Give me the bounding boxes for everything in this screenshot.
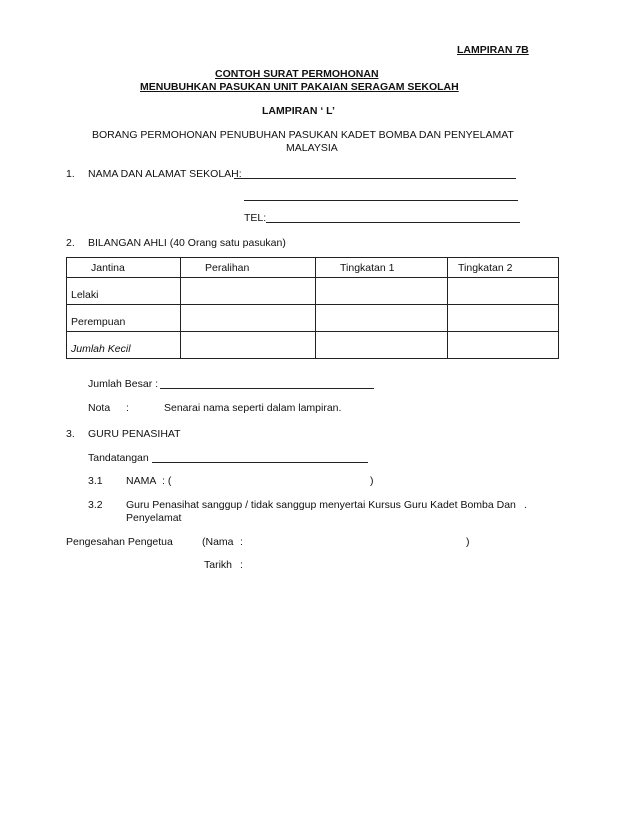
item-3-1-close: ) — [370, 475, 374, 487]
item-3-2-dot: . — [524, 499, 527, 511]
row-label-lelaki: Lelaki — [67, 278, 181, 305]
section-1-number: 1. — [66, 168, 75, 180]
tel-line — [266, 222, 520, 223]
table-row — [67, 278, 559, 305]
table-cell — [316, 305, 448, 332]
lampiran-7b-label: LAMPIRAN 7B — [457, 44, 529, 56]
form-title-line-2: MALAYSIA — [286, 142, 338, 154]
pengesahan-label: Pengesahan Pengetua — [66, 536, 173, 548]
jumlah-besar-line — [160, 388, 374, 389]
section-2-number: 2. — [66, 237, 75, 249]
table-cell — [181, 278, 316, 305]
nota-text: Senarai nama seperti dalam lampiran. — [164, 402, 342, 414]
tarikh-label: Tarikh — [204, 559, 233, 571]
table-header-cell: Peralihan — [181, 258, 316, 278]
school-address-line — [244, 200, 518, 201]
table-cell — [448, 278, 559, 305]
item-3-1-label: NAMA — [126, 475, 157, 487]
item-3-2-number: 3.2 — [88, 499, 103, 511]
jumlah-besar-label: Jumlah Besar : — [88, 378, 159, 390]
table-cell — [316, 332, 448, 359]
member-count-label: BILANGAN AHLI (40 Orang satu pasukan) — [88, 237, 286, 249]
row-label-jumlah-kecil: Jumlah Kecil — [67, 332, 181, 359]
form-title-line-1: BORANG PERMOHONAN PENUBUHAN PASUKAN KADET BOMBA DAN PENYELAMAT — [92, 129, 514, 141]
tarikh-colon: : — [240, 559, 243, 571]
pengesahan-nama-colon: : — [240, 536, 243, 548]
table-cell — [181, 305, 316, 332]
tel-label: TEL: — [244, 212, 267, 224]
nota-colon: : — [126, 402, 129, 414]
row-label-perempuan: Perempuan — [67, 305, 181, 332]
school-name-line — [234, 178, 516, 179]
table-row — [67, 305, 559, 332]
pengesahan-nama-close: ) — [466, 536, 470, 548]
tandatangan-line — [152, 462, 368, 463]
table-header-cell: Tingkatan 2 — [448, 258, 559, 278]
item-3-1-number: 3.1 — [88, 475, 103, 487]
table-cell — [448, 332, 559, 359]
title-line-2: MENUBUHKAN PASUKAN UNIT PAKAIAN SERAGAM SEKOLAH — [140, 81, 459, 93]
item-3-2-text-2: Penyelamat — [126, 512, 182, 524]
item-3-2-text: Guru Penasihat sanggup / tidak sanggup menyertai Kursus Guru Kadet Bomba Dan — [126, 499, 516, 511]
table-cell — [316, 278, 448, 305]
tandatangan-label: Tandatangan — [88, 452, 149, 464]
item-3-1-open: : ( — [162, 475, 172, 487]
table-cell — [181, 332, 316, 359]
member-count-table — [66, 257, 559, 359]
table-cell — [448, 305, 559, 332]
lampiran-l-label: LAMPIRAN ‘ L’ — [262, 105, 335, 117]
school-name-address-label: NAMA DAN ALAMAT SEKOLAH: — [88, 168, 242, 180]
guru-penasihat-label: GURU PENASIHAT — [88, 428, 181, 440]
table-header-cell: Jantina — [67, 258, 181, 278]
section-3-number: 3. — [66, 428, 75, 440]
nota-label: Nota — [88, 402, 111, 414]
pengesahan-nama-label: (Nama — [202, 536, 234, 548]
table-header-row — [67, 258, 559, 278]
table-header-cell: Tingkatan 1 — [316, 258, 448, 278]
title-line-1: CONTOH SURAT PERMOHONAN — [215, 68, 379, 80]
table-row — [67, 332, 559, 359]
